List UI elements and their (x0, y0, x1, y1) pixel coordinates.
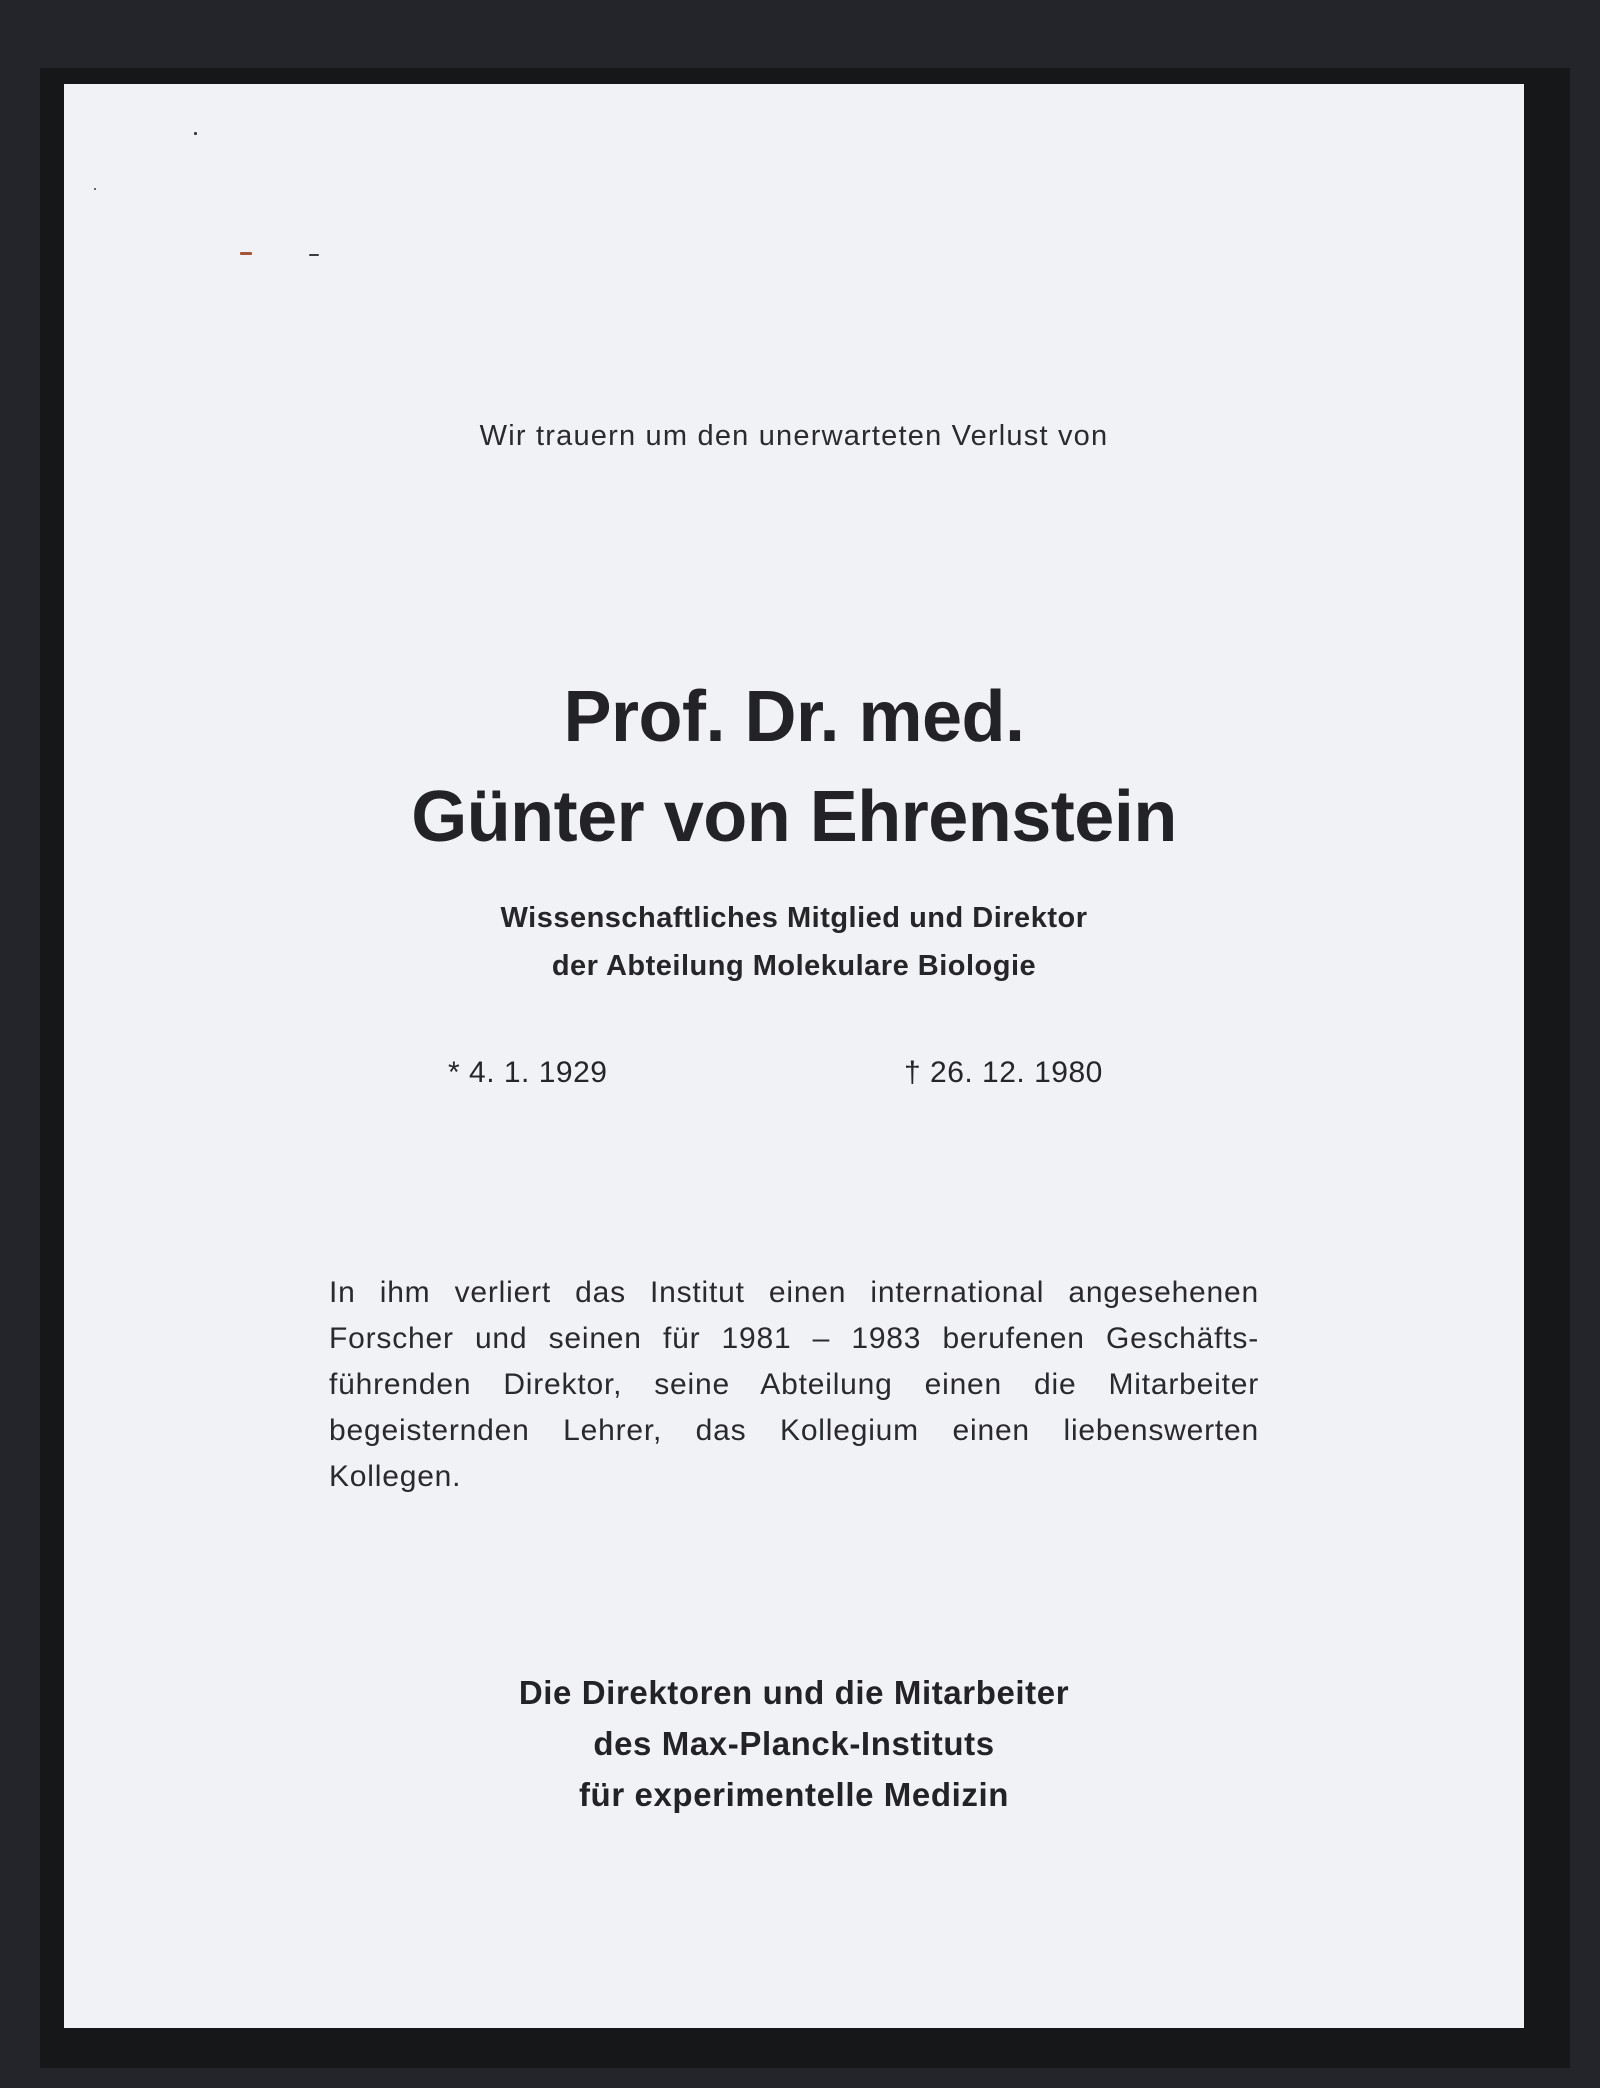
paper-speck (309, 254, 319, 256)
paragraph-line: Kollegen. (329, 1460, 462, 1493)
signature-line: Die Direktoren und die Mitarbeiter (518, 1674, 1070, 1711)
intro-text: Wir trauern um den unerwarteten Verlust von (479, 420, 1109, 452)
obituary-sheet (64, 84, 1524, 2028)
paper-speck (194, 132, 197, 135)
tribute-paragraph (329, 1270, 1259, 1500)
name-line: Günter von Ehrenstein (411, 777, 1177, 857)
death-date: † 26. 12. 1980 (904, 1056, 1103, 1089)
paragraph-line: begeisternden Lehrer, das Kollegium einen liebenswerten (329, 1414, 1259, 1447)
paragraph-line: führenden Direktor, seine Abteilung einen die Mitarbeiter (329, 1368, 1259, 1401)
name-title-line: Prof. Dr. med. (563, 677, 1025, 757)
paper-speck (240, 252, 252, 255)
position-line-1: Wissenschaftliches Mitglied und Direktor (500, 902, 1088, 934)
birth-date: * 4. 1. 1929 (448, 1056, 608, 1089)
position-line-2: der Abteilung Molekulare Biologie (551, 950, 1037, 982)
signature-line: des Max-Planck-Instituts (593, 1725, 995, 1762)
signature-line: für experimentelle Medizin (578, 1776, 1010, 1813)
paper-speck (94, 188, 96, 190)
paragraph-line: Forscher und seinen für 1981 – 1983 berufenen Geschäfts- (329, 1322, 1259, 1355)
paragraph-line: In ihm verliert das Institut einen international angesehenen (329, 1276, 1259, 1309)
